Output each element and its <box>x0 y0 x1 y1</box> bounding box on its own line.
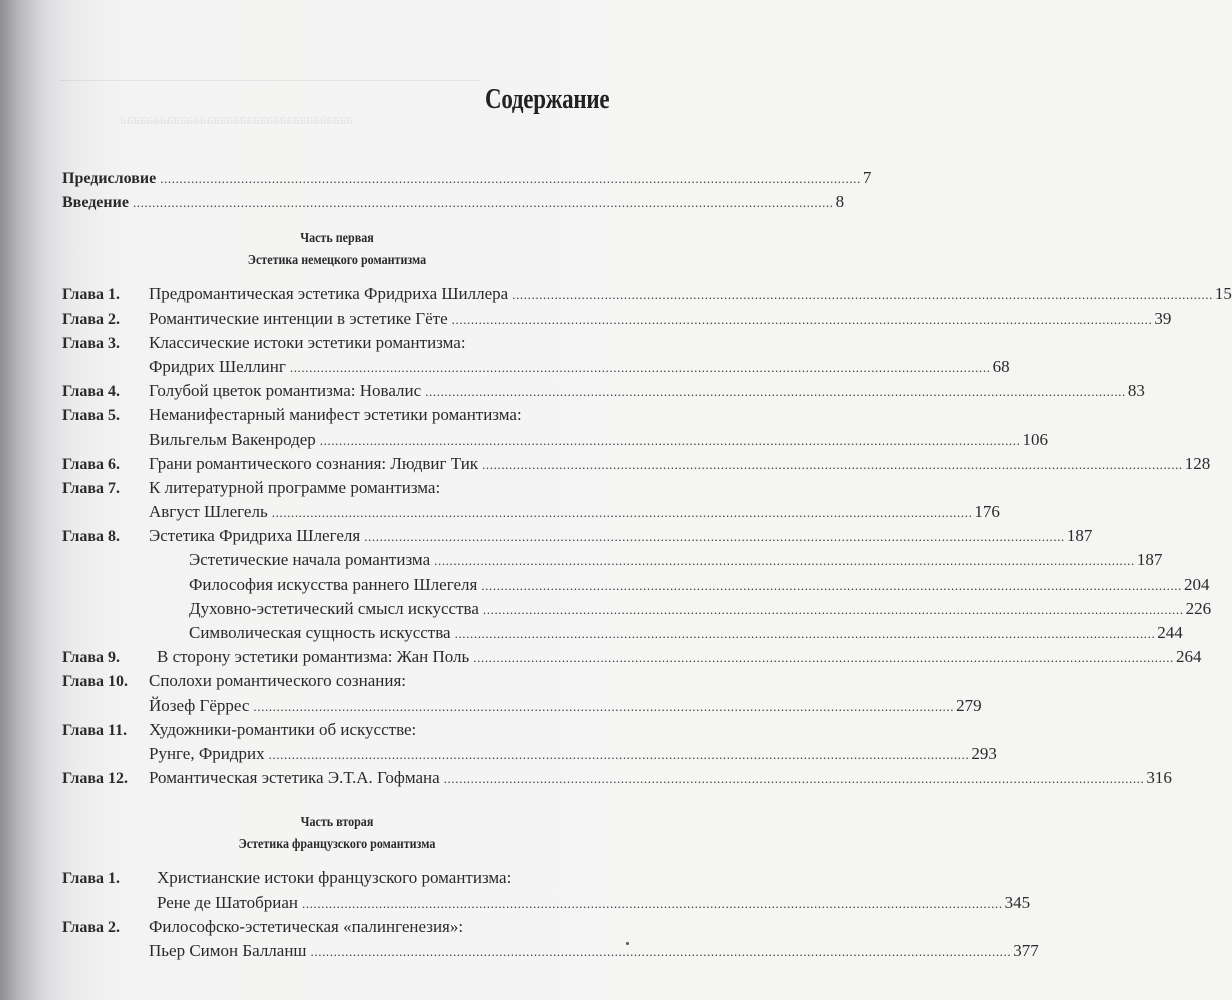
section-title: Эстетические начала романтизма <box>189 550 431 570</box>
dot-leader <box>311 940 1012 964</box>
chapter-title: Художники-романтики об искусстве: <box>149 719 417 739</box>
dot-leader <box>473 646 1174 670</box>
dot-leader <box>133 191 834 215</box>
toc-entry-chapter[interactable] <box>62 331 612 355</box>
print-speck <box>626 942 629 945</box>
part-title: Эстетика французского романтизма <box>238 837 436 853</box>
page-number: 176 <box>974 502 1000 522</box>
page-number: 106 <box>1022 429 1048 449</box>
page-number: 279 <box>956 695 982 715</box>
page-number: 377 <box>1013 940 1039 960</box>
chapter-title: Христианские истоки французского романтизма: <box>157 868 512 888</box>
dot-leader <box>425 380 1126 404</box>
chapter-label: Глава 2. <box>62 918 120 936</box>
chapter-title: К литературной программе романтизма: <box>149 477 441 497</box>
toc-entry-chapter[interactable] <box>62 645 1202 669</box>
page-number: 187 <box>1066 526 1093 546</box>
toc-entry-section[interactable] <box>62 597 1212 621</box>
page-title: Содержание <box>485 84 610 115</box>
show-through-running-head <box>60 68 480 81</box>
toc-entry-chapter[interactable] <box>62 766 1172 790</box>
dot-leader <box>302 892 1003 916</box>
dot-leader <box>160 167 861 191</box>
toc-entry-chapter-continued[interactable] <box>62 428 1048 452</box>
part-label: Часть вторая <box>300 815 374 831</box>
toc-entry-chapter[interactable] <box>62 524 1093 548</box>
page-number: 83 <box>1127 381 1145 401</box>
chapter-title: Романтические интенции в эстетике Гёте <box>149 308 448 328</box>
page-number: 316 <box>1146 768 1172 788</box>
toc-entry-chapter-continued[interactable] <box>62 500 1000 524</box>
dot-leader <box>452 308 1153 332</box>
chapter-title-line2: Фридрих Шеллинг <box>149 356 286 376</box>
entry-title: Предисловие <box>62 170 157 187</box>
toc-entry-chapter[interactable] <box>62 915 612 939</box>
chapter-title: Эстетика Фридриха Шлегеля <box>149 526 361 546</box>
part-title: Эстетика немецкого романтизма <box>247 253 427 269</box>
page-number: 8 <box>835 192 845 212</box>
section-title: Философия искусства раннего Шлегеля <box>189 574 478 594</box>
part-label: Часть первая <box>300 231 374 247</box>
dot-leader <box>483 598 1184 622</box>
toc-entry-chapter-continued[interactable] <box>62 939 1039 963</box>
toc-entry-chapter[interactable] <box>62 379 1145 403</box>
toc-entry-chapter-continued[interactable] <box>62 694 982 718</box>
dot-leader <box>320 429 1021 453</box>
toc-entry-preface[interactable] <box>62 166 872 190</box>
chapter-title-line2: Август Шлегель <box>149 502 268 522</box>
table-of-contents <box>62 166 1232 963</box>
page-number: 345 <box>1004 892 1031 912</box>
chapter-title-line2: Йозеф Гёррес <box>149 695 250 715</box>
dot-leader <box>455 622 1156 646</box>
page-number: 68 <box>992 356 1010 376</box>
chapter-title: Предромантическая эстетика Фридриха Шиллера <box>149 284 509 304</box>
page-number: 7 <box>862 168 872 187</box>
page-number: 264 <box>1175 647 1202 667</box>
toc-entry-chapter[interactable] <box>62 476 612 500</box>
chapter-title: Сполохи романтического сознания: <box>149 671 407 691</box>
toc-entry-chapter[interactable] <box>62 452 1211 476</box>
entry-title: Введение <box>62 194 129 212</box>
dot-leader <box>444 767 1145 791</box>
toc-entry-section[interactable] <box>62 621 1183 645</box>
chapter-label: Глава 1. <box>62 870 120 888</box>
chapter-title-line2: Рунге, Фридрих <box>149 743 265 763</box>
chapter-label: Глава 3. <box>62 334 120 352</box>
dot-leader <box>253 695 954 719</box>
chapter-title: Классические истоки эстетики романтизма: <box>149 332 466 352</box>
chapter-title: Грани романтического сознания: Людвиг Тик <box>149 453 479 473</box>
dot-leader <box>434 549 1135 573</box>
toc-entry-section[interactable] <box>62 548 1163 572</box>
page-number: 226 <box>1185 598 1212 618</box>
chapter-label: Глава 8. <box>62 528 120 546</box>
chapter-label: Глава 4. <box>62 383 120 401</box>
chapter-label: Глава 7. <box>62 479 120 497</box>
chapter-title: Неманифестарный манифест эстетики романтизма: <box>149 405 522 425</box>
toc-entry-chapter[interactable] <box>62 718 612 742</box>
page-number: 293 <box>971 743 997 763</box>
chapter-title: Философско-эстетическая «палингенезия»: <box>149 916 464 936</box>
chapter-label: Глава 2. <box>62 310 120 328</box>
chapter-title-line2: Пьер Симон Балланш <box>149 940 307 960</box>
section-title: Символическая сущность искусства <box>189 623 451 642</box>
dot-leader <box>481 574 1182 598</box>
chapter-title-line2: Рене де Шатобриан <box>157 892 298 912</box>
toc-entry-introduction[interactable] <box>62 190 845 214</box>
page-number: 204 <box>1184 574 1210 594</box>
dot-leader <box>290 356 991 380</box>
chapter-title: В сторону эстетики романтизма: Жан Поль <box>157 647 470 667</box>
chapter-label: Глава 1. <box>62 286 120 304</box>
page-number: 244 <box>1157 623 1183 642</box>
chapter-label: Глава 6. <box>62 455 120 473</box>
toc-entry-chapter[interactable] <box>62 307 1172 331</box>
page-number: 39 <box>1154 308 1172 328</box>
chapter-title-line2: Вильгельм Вакенродер <box>149 429 316 449</box>
toc-entry-chapter[interactable] <box>62 669 612 693</box>
chapter-label: Глава 5. <box>62 407 120 425</box>
chapter-label: Глава 12. <box>62 770 128 788</box>
page-number: 187 <box>1136 550 1163 570</box>
chapter-title: Романтическая эстетика Э.Т.А. Гофмана <box>149 768 440 788</box>
chapter-label: Глава 11. <box>62 721 128 739</box>
chapter-label: Глава 9. <box>62 649 120 667</box>
page-number: 128 <box>1184 453 1211 473</box>
chapter-label: Глава 10. <box>62 673 128 691</box>
dot-leader <box>272 501 973 525</box>
dot-leader <box>269 743 970 767</box>
chapter-title: Голубой цветок романтизма: Новалис <box>149 381 422 401</box>
dot-leader <box>364 525 1065 549</box>
toc-entry-chapter[interactable] <box>62 866 612 890</box>
dot-leader <box>512 283 1213 307</box>
toc-entry-section[interactable] <box>62 573 1210 597</box>
toc-entry-chapter-continued[interactable] <box>62 891 1031 915</box>
dot-leader <box>482 453 1183 477</box>
section-title: Духовно-эстетический смысл искусства <box>189 598 479 618</box>
show-through-text: ааааааааааааааааааааааааааааааааааа <box>120 112 354 128</box>
page-number: 15 <box>1214 284 1232 304</box>
toc-entry-chapter-continued[interactable] <box>62 355 1010 379</box>
toc-entry-chapter[interactable] <box>62 282 1232 306</box>
toc-entry-chapter[interactable] <box>62 403 612 427</box>
toc-entry-chapter-continued[interactable] <box>62 742 997 766</box>
